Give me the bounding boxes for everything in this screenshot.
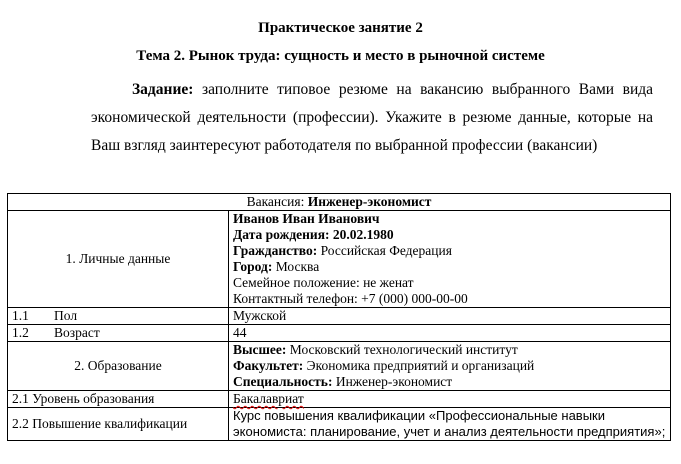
- topic-heading: Тема 2. Рынок труда: сущность и место в рыночной системе: [136, 48, 545, 64]
- age-label: Возраст: [54, 325, 100, 340]
- table-row-education: [8, 342, 671, 391]
- faculty-value: Экономика предприятий и организаций: [303, 358, 535, 373]
- table-row-education-level: [8, 391, 671, 408]
- gender-value: Мужской: [229, 308, 671, 325]
- table-row-age: [8, 325, 671, 342]
- specialty-label: Специальность:: [233, 374, 333, 389]
- citizenship-label: Гражданство:: [233, 243, 318, 258]
- age-value: 44: [229, 325, 671, 342]
- age-number: 1.2: [12, 325, 29, 340]
- table-row-gender: [8, 308, 671, 325]
- education-section-label: 2. Образование: [8, 342, 229, 391]
- table-row-vacancy: [8, 194, 671, 211]
- personal-section-label: 1. Личные данные: [8, 211, 229, 308]
- education-level-row-value: [229, 391, 671, 408]
- citizenship-value: Российская Федерация: [317, 243, 452, 258]
- practice-title: Практическое занятие 2: [258, 20, 423, 36]
- education-level-value: Московский технологический институт: [286, 342, 518, 357]
- resume-table: [7, 193, 671, 441]
- faculty-label: Факультет:: [233, 358, 304, 373]
- vacancy-label: Вакансия:: [246, 194, 308, 209]
- person-name: Иванов Иван Иванович: [233, 211, 380, 226]
- education-details: [229, 342, 671, 391]
- education-level-label: Высшее:: [233, 342, 287, 357]
- task-paragraph: [91, 76, 653, 160]
- education-level-row-text: Бакалавриат: [233, 391, 304, 406]
- vacancy-value: Инженер-экономист: [307, 194, 432, 209]
- qualification-label: 2.2 Повышение квалификации: [8, 408, 229, 441]
- personal-details: [229, 211, 671, 308]
- contact-phone: Контактный телефон: +7 (000) 000-00-00: [233, 291, 468, 306]
- specialty-value: Инженер-экономист: [332, 374, 453, 389]
- vacancy-cell: [8, 194, 671, 211]
- gender-number: 1.1: [12, 308, 29, 323]
- city-label: Город:: [233, 259, 273, 274]
- education-level-row-label: 2.1 Уровень образования: [8, 391, 229, 408]
- qualification-value: Курс повышения квалификации «Профессиональные навыки экономиста: планирование, учет и анализ деятельности предприятия»;: [229, 408, 671, 441]
- table-row-personal: [8, 211, 671, 308]
- date-of-birth: Дата рождения: 20.02.1980: [233, 227, 394, 242]
- task-label: Задание:: [132, 81, 194, 98]
- marital-status: Семейное положение: не женат: [233, 275, 414, 290]
- gender-label: Пол: [54, 308, 78, 323]
- table-row-qualification: [8, 408, 671, 441]
- city-value: Москва: [272, 259, 320, 274]
- gender-label-cell: [8, 308, 229, 325]
- age-label-cell: [8, 325, 229, 342]
- task-text: заполните типовое резюме на вакансию выбранного Вами вида экономической деятельности (профессии). Укажите в резюме данные, которые на Ваш взгляд заинтересуют работодателя по выбранной профессии (вакансии): [91, 81, 653, 154]
